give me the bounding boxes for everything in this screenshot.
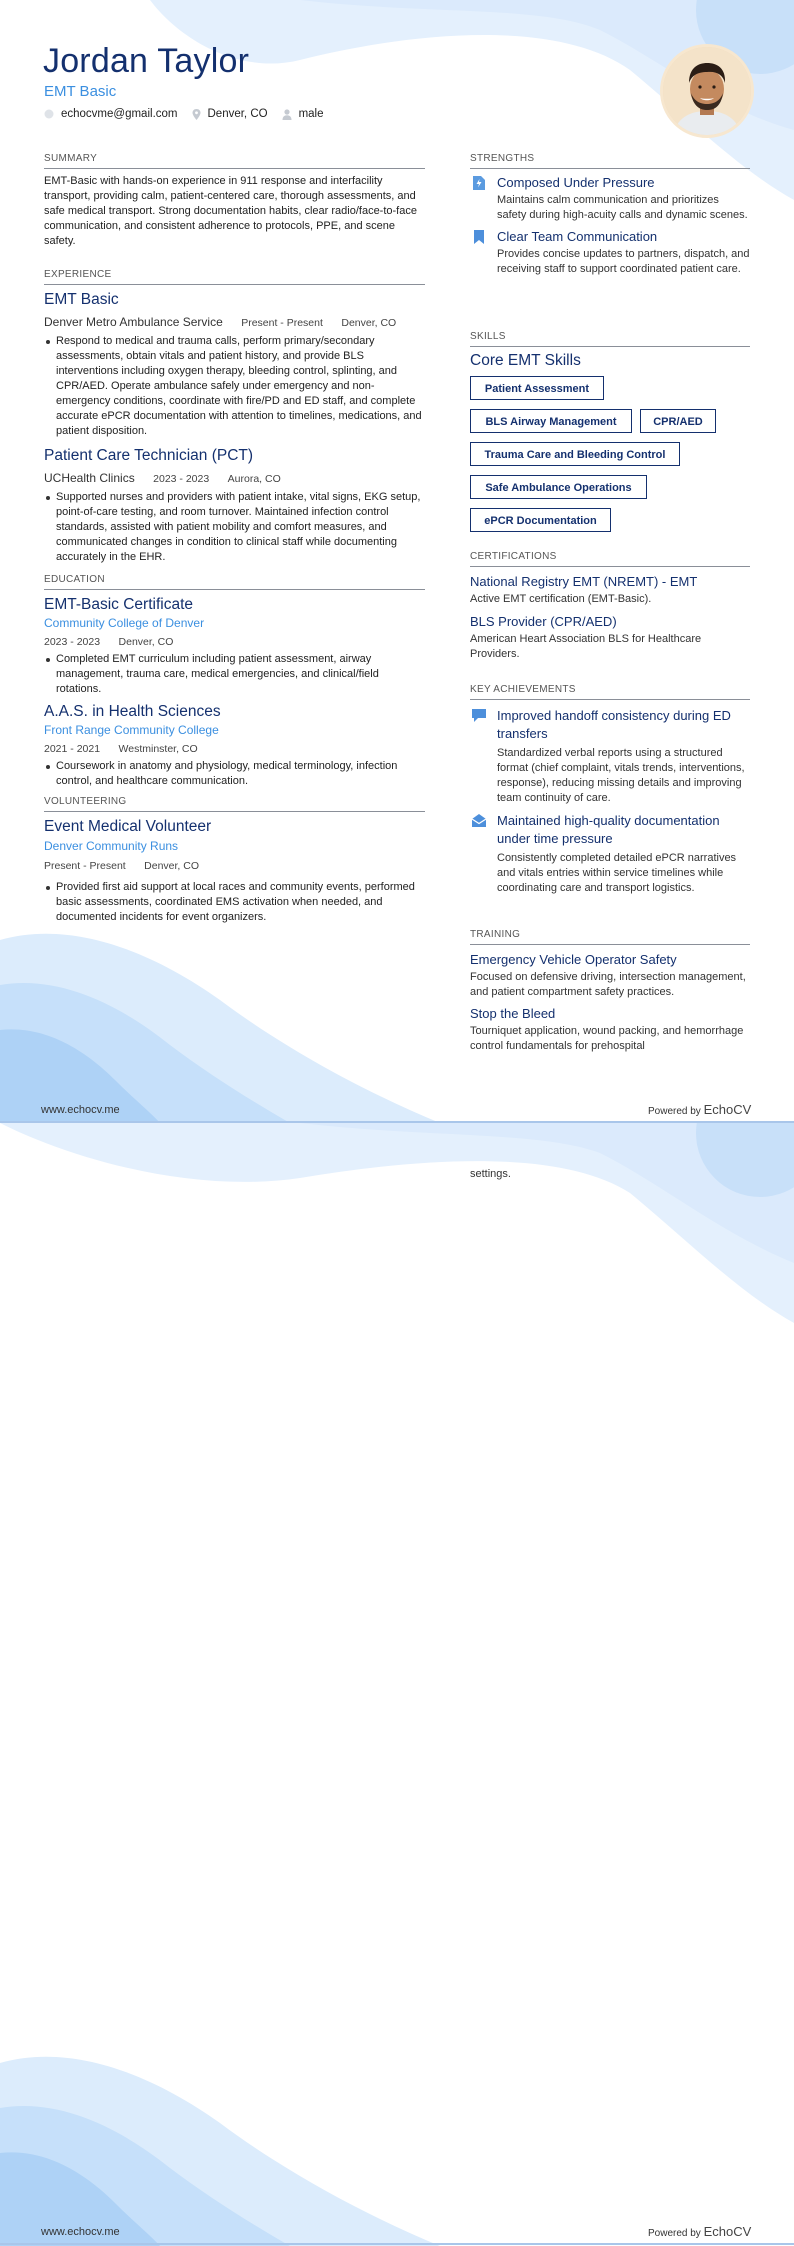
volunteer-location: Denver, CO	[144, 860, 200, 872]
education-section	[44, 574, 425, 789]
footer-website-link[interactable]: www.echocv.me	[41, 2226, 120, 2238]
volunteer-dates: Present - Present	[44, 860, 126, 872]
footer-powered-by	[648, 2224, 751, 2239]
experience-item	[44, 447, 425, 565]
edu-location: Denver, CO	[118, 636, 174, 648]
certification-title: National Registry EMT (NREMT) - EMT	[470, 574, 698, 589]
job-dates: 2023 - 2023	[153, 473, 210, 485]
summary-section	[44, 153, 425, 249]
education-item	[44, 703, 425, 789]
avatar-illustration	[663, 47, 751, 135]
school-name: Community College of Denver	[44, 616, 205, 630]
achievement-desc: Consistently completed detailed ePCR narratives and vitals entries within service timelines while coordinating care and transport logistics.	[497, 852, 737, 894]
skill-tag: Patient Assessment	[470, 376, 604, 400]
skills-group-title: Core EMT Skills	[470, 352, 581, 369]
strength-desc: Maintains calm communication and prioritizes safety during high-acuity calls and dynamic scenes.	[497, 194, 748, 221]
skill-tag: ePCR Documentation	[470, 508, 611, 532]
chat-bubble-icon	[472, 709, 486, 722]
edu-bullet: Completed EMT curriculum including patient assessment, airway management, trauma care, medical emergencies, and clinical/field rotations.	[56, 652, 425, 697]
achievement-item	[470, 812, 750, 896]
volunteering-item	[44, 818, 425, 925]
certifications-section	[470, 551, 750, 662]
experience-heading: EXPERIENCE	[44, 269, 425, 285]
job-title: Patient Care Technician (PCT)	[44, 447, 254, 464]
experience-item	[44, 291, 425, 439]
training-item	[470, 1006, 750, 1054]
school-name: Front Range Community College	[44, 723, 219, 737]
training-heading: TRAINING	[470, 929, 750, 945]
certification-item	[470, 614, 750, 662]
achievement-title: Maintained high-quality documentation under time pressure	[497, 813, 720, 846]
achievements-heading: KEY ACHIEVEMENTS	[470, 684, 750, 700]
bookmark-icon	[474, 230, 484, 244]
person-icon	[282, 109, 292, 120]
volunteer-bullet: Provided first aid support at local races and community events, performed basic assessments, coordinated EMS activation when needed, and documented incidents for event organizers.	[56, 880, 425, 925]
skill-tag: Safe Ambulance Operations	[470, 475, 647, 499]
mail-open-icon	[472, 814, 486, 827]
contact-email[interactable]	[44, 108, 178, 120]
summary-text: EMT-Basic with hands-on experience in 911 response and interfacility transport, providing calm, patient-centered care, thorough assessments, and safe medical transport. Strong documentation habits, clear radio/face-to-face communication, and consistent adherence to protocols, PPE, and scene safety.	[44, 175, 417, 247]
powered-by-text: Powered by	[648, 2228, 701, 2239]
email-text: echocvme@gmail.com	[61, 108, 178, 120]
training-item	[470, 952, 750, 1000]
job-location: Denver, CO	[341, 317, 397, 329]
page-bottom-rule	[0, 1121, 794, 1123]
echocv-logo[interactable]: EchoCV	[703, 2224, 752, 2239]
strengths-heading: STRENGTHS	[470, 153, 750, 169]
strength-item	[470, 229, 750, 277]
page-background-waves	[0, 1123, 794, 2246]
certification-desc: Active EMT certification (EMT-Basic).	[470, 593, 652, 605]
strength-title: Composed Under Pressure	[497, 175, 655, 190]
profile-photo	[660, 44, 754, 138]
degree-title: A.A.S. in Health Sciences	[44, 703, 221, 720]
job-bullet: Respond to medical and trauma calls, perform primary/secondary assessments, obtain vitals and patient history, and provide BLS interventions including oxygen therapy, bleeding control, splinting, and CPR/AED. Operate ambulance safely under emergency and non-emergency conditions, coordinate with fire/PD and ED staff, and complete accurate ePCR documentation with attention to timelines, medications, and patient disposition.	[56, 334, 425, 439]
candidate-name: Jordan Taylor	[43, 42, 250, 80]
edu-bullet: Coursework in anatomy and physiology, medical terminology, infection control, and healthcare communication.	[56, 759, 425, 789]
training-title: Emergency Vehicle Operator Safety	[470, 952, 677, 967]
volunteering-section	[44, 796, 425, 925]
education-item	[44, 596, 425, 697]
candidate-role: EMT Basic	[44, 83, 117, 100]
achievement-item	[470, 707, 750, 806]
skill-tag: Trauma Care and Bleeding Control	[470, 442, 680, 466]
echocv-logo[interactable]: EchoCV	[703, 1102, 752, 1117]
skill-tag: CPR/AED	[640, 409, 716, 433]
skills-section	[470, 331, 750, 541]
skills-heading: SKILLS	[470, 331, 750, 347]
footer-website-link[interactable]: www.echocv.me	[41, 1104, 120, 1116]
achievement-desc: Standardized verbal reports using a structured format (chief complaint, vitals trends, interventions, response), reducing missing details and improving team continuity of care.	[497, 747, 745, 804]
job-dates: Present - Present	[241, 317, 323, 329]
edu-location: Westminster, CO	[118, 743, 198, 755]
achievement-title: Improved handoff consistency during ED transfers	[497, 708, 731, 741]
contact-location	[192, 108, 268, 120]
certification-desc: American Heart Association BLS for Healthcare Providers.	[470, 633, 702, 660]
strengths-section	[470, 153, 750, 277]
edu-dates: 2023 - 2023	[44, 636, 101, 648]
certification-title: BLS Provider (CPR/AED)	[470, 614, 617, 629]
training-desc: Tourniquet application, wound packing, and hemorrhage control fundamentals for prehospital	[470, 1025, 744, 1052]
job-bullet: Supported nurses and providers with patient intake, vital signs, EKG setup, point-of-care testing, and room turnover. Maintained infection control standards, assisted with patient mobility and comfort measures, and communicated changes in condition to clinical staff while documenting accurately in the EHR.	[56, 490, 425, 565]
volunteering-heading: VOLUNTEERING	[44, 796, 425, 812]
summary-heading: SUMMARY	[44, 153, 425, 169]
contact-row	[44, 108, 338, 120]
volunteer-org: Denver Community Runs	[44, 839, 179, 853]
powered-by-text: Powered by	[648, 1106, 701, 1117]
job-org: Denver Metro Ambulance Service	[44, 315, 223, 329]
skill-tag: BLS Airway Management	[470, 409, 632, 433]
resume-page-2	[0, 1123, 794, 2246]
education-heading: EDUCATION	[44, 574, 425, 590]
footer-powered-by	[648, 1102, 751, 1117]
job-org: UCHealth Clinics	[44, 471, 135, 485]
bolt-document-icon	[473, 176, 485, 190]
training-desc-continued: settings.	[470, 1168, 511, 1180]
strength-title: Clear Team Communication	[497, 229, 658, 244]
location-pin-icon	[192, 109, 201, 120]
strength-item	[470, 175, 750, 223]
training-section	[470, 929, 750, 1054]
volunteer-title: Event Medical Volunteer	[44, 818, 212, 835]
certification-item	[470, 574, 750, 607]
certifications-heading: CERTIFICATIONS	[470, 551, 750, 567]
gender-text: male	[298, 108, 324, 120]
edu-dates: 2021 - 2021	[44, 743, 101, 755]
strength-desc: Provides concise updates to partners, dispatch, and receiving staff to support coordinated patient care.	[497, 248, 750, 275]
location-text: Denver, CO	[207, 108, 268, 120]
training-desc: Focused on defensive driving, intersection management, and patient compartment safety practices.	[470, 971, 746, 998]
job-title: EMT Basic	[44, 291, 119, 308]
email-icon	[44, 109, 54, 119]
page-bottom-rule	[0, 2243, 794, 2245]
training-title: Stop the Bleed	[470, 1006, 556, 1021]
experience-section	[44, 269, 425, 565]
job-location: Aurora, CO	[227, 473, 281, 485]
achievements-section	[470, 684, 750, 896]
contact-gender	[282, 108, 324, 120]
degree-title: EMT-Basic Certificate	[44, 596, 194, 613]
